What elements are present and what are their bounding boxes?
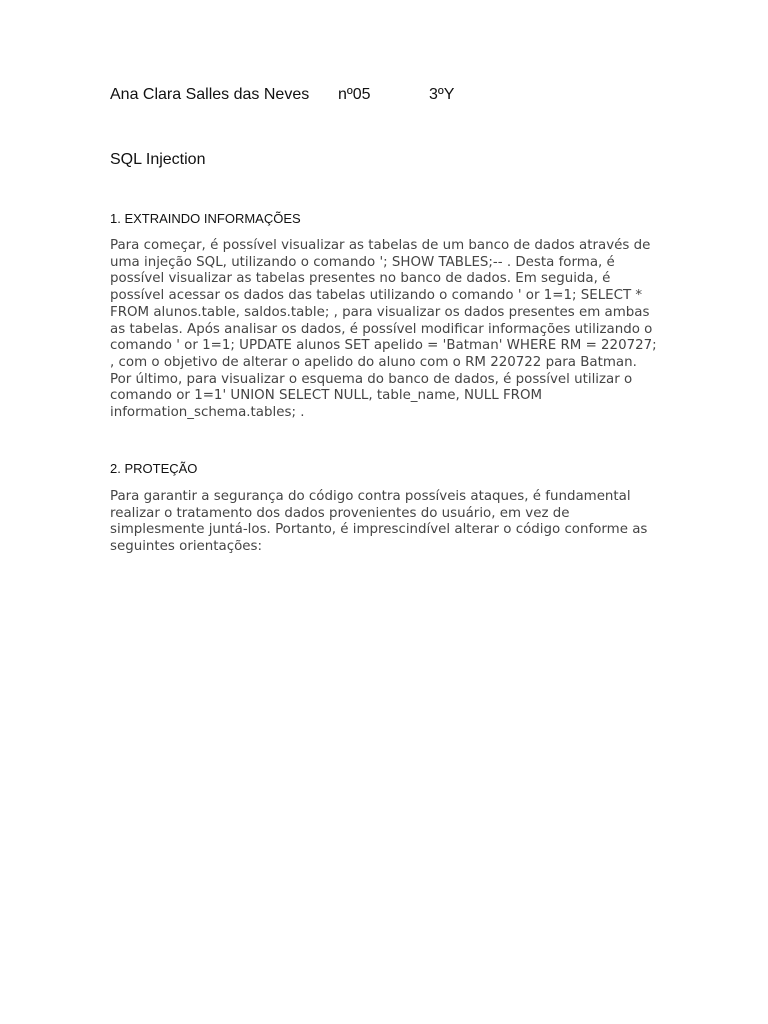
class-label: 3ºY xyxy=(429,86,455,103)
student-number: nº05 xyxy=(338,86,371,103)
section-heading-extraindo: 1. EXTRAINDO INFORMAÇÕES xyxy=(110,211,301,226)
section-body-protecao: Para garantir a segurança do código contra possíveis ataques, é fundamental realizar o tratamento dos dados provenientes do usuário, em vez de simplesmente juntá-los. Portanto, é imprescindível alterar o código conforme as seguintes orientações: xyxy=(110,489,648,555)
section-heading-protecao: 2. PROTEÇÃO xyxy=(110,461,198,476)
section-body-extraindo: Para começar, é possível visualizar as tabelas de um banco de dados através de uma injeção SQL, utilizando o comando '; SHOW TABLES;-- . Desta forma, é possível visualizar as tabelas presentes no banco de dados. Em seguida, é possível acessar os dados das tabelas utilizando o comando ' or 1=1; SELECT * FROM alunos.table, saldos.table; , para visualizar os dados presentes em ambas as tabelas. Após analisar os dados, é possível modificar informações utilizando o comando ' or 1=1; UPDATE alunos SET apelido = 'Batman' WHERE RM = 220727; , com o objetivo de alterar o apelido do aluno com o RM 220722 para Batman. Por último, para visualizar o esquema do banco de dados, é possível utilizar o comando or 1=1' UNION SELECT NULL, table_name, NULL FROM information_schema.tables; . xyxy=(110,238,657,421)
author-header xyxy=(110,86,670,104)
document-title: SQL Injection xyxy=(110,151,206,168)
author-name: Ana Clara Salles das Neves xyxy=(110,86,310,103)
